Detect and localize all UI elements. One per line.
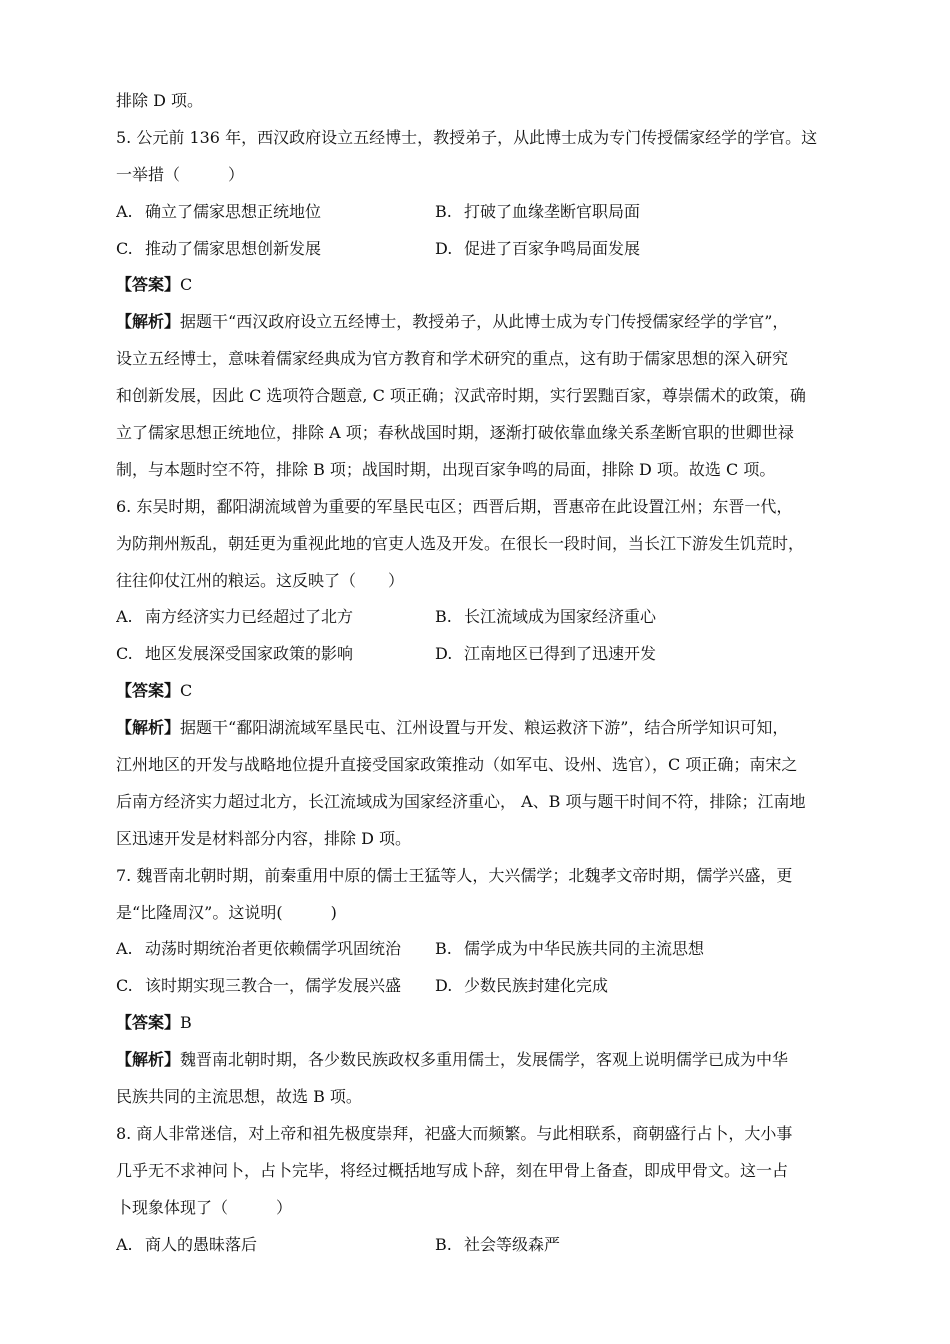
text-line: 制，与本题时空不符，排除 B 项；战国时期，出现百家争鸣的局面，排除 D 项。故选 C 项。 (116, 459, 776, 479)
answer-option (435, 934, 754, 971)
option-letter: C. (116, 976, 133, 996)
text-line: 排除 D 项。 (116, 91, 204, 110)
option-text: 商人的愚昧落后 (145, 1234, 258, 1254)
labeled-line (116, 307, 846, 344)
text-line: 江州地区的开发与战略地位提升直接受国家政策推动（如军屯、设州、选官），C 项正确；南宋之 (116, 755, 798, 775)
text-line: 立了儒家思想正统地位，排除 A 项；春秋战国时期，逐渐打破依靠血缘关系垄断官职的世卿世禄 (116, 423, 794, 443)
option-row (116, 971, 846, 1008)
text-line: 6. 东吴时期，鄱阳湖流域曾为重要的军垦民屯区；西晋后期，晋惠帝在此设置江州；东晋一代， (116, 496, 793, 516)
option-letter: A. (116, 939, 133, 959)
text-line: 为防荆州叛乱，朝廷更为重视此地的官吏人选及开发。在很长一段时间，当长江下游发生饥荒时， (116, 533, 805, 553)
text-line: 区迅速开发是材料部分内容，排除 D 项。 (116, 828, 412, 848)
option-row (116, 234, 846, 271)
option-text: 社会等级森严 (464, 1234, 561, 1254)
text-line: 和创新发展，因此 C 选项符合题意, C 项正确；汉武帝时期，实行罢黜百家，尊崇儒术的政策，确 (116, 386, 806, 406)
text-line: 设立五经博士，意味着儒家经典成为官方教育和学术研究的重点，这有助于儒家思想的深入研究 (116, 349, 789, 369)
answer-option (435, 639, 754, 676)
answer-option (116, 639, 435, 676)
section-tag: 【答案】 (116, 681, 181, 701)
text-line: 是“比隆周汉”。这说明( ) (116, 902, 337, 922)
section-tag: 【答案】 (116, 275, 181, 295)
option-text: 地区发展深受国家政策的影响 (145, 644, 354, 664)
section-tag: 【解析】 (116, 718, 181, 738)
answer-option (435, 1230, 754, 1267)
answer-option (116, 234, 435, 271)
answer-option (435, 234, 754, 271)
option-text: 南方经济实力已经超过了北方 (145, 607, 354, 627)
option-letter: B. (435, 201, 452, 221)
section-text: 据题干“鄱阳湖流域军垦民屯、江州设置与开发、粮运救济下游”，结合所学知识可知， (180, 718, 789, 738)
option-letter: A. (116, 201, 133, 221)
section-tag: 【答案】 (116, 1013, 181, 1033)
option-row (116, 1230, 846, 1267)
labeled-line (116, 676, 846, 713)
text-line: 5. 公元前 136 年，西汉政府设立五经博士，教授弟子，从此博士成为专门传授儒家经学的学官。这 (116, 127, 818, 147)
answer-option (116, 971, 435, 1008)
answer-option (116, 1230, 435, 1267)
option-letter: C. (116, 238, 133, 258)
answer-option (116, 197, 435, 234)
option-text: 少数民族封建化完成 (464, 976, 609, 996)
option-row (116, 934, 846, 971)
option-text: 确立了儒家思想正统地位 (145, 201, 322, 221)
option-letter: D. (435, 644, 453, 664)
option-letter: C. (116, 644, 133, 664)
answer-option (435, 197, 754, 234)
section-tag: 【解析】 (116, 1050, 181, 1070)
section-text: C (180, 275, 193, 295)
option-text: 动荡时期统治者更依赖儒学巩固统治 (145, 939, 402, 959)
text-line: 一举措（ ） (116, 164, 245, 184)
option-text: 推动了儒家思想创新发展 (145, 238, 322, 258)
labeled-line (116, 270, 846, 307)
option-text: 江南地区已得到了迅速开发 (464, 644, 657, 664)
text-line: 后南方经济实力超过北方，长江流域成为国家经济重心， A、B 项与题干时间不符，排除；江南地 (116, 791, 806, 811)
option-row (116, 197, 846, 234)
option-text: 长江流域成为国家经济重心 (464, 607, 657, 627)
labeled-line (116, 1045, 846, 1082)
text-line: 卜现象体现了（ ） (116, 1197, 293, 1217)
section-text: 魏晋南北朝时期，各少数民族政权多重用儒士，发展儒学，客观上说明儒学已成为中华 (180, 1050, 789, 1070)
answer-option (116, 602, 435, 639)
section-tag: 【解析】 (116, 312, 181, 332)
document-content (116, 86, 846, 1267)
labeled-line (116, 713, 846, 750)
text-line: 8. 商人非常迷信，对上帝和祖先极度崇拜，祀盛大而频繁。与此相联系，商朝盛行占卜，大小事 (116, 1123, 793, 1143)
option-text: 打破了血缘垄断官职局面 (464, 201, 641, 221)
option-letter: A. (116, 607, 133, 627)
section-text: C (180, 681, 193, 701)
section-text: 据题干“西汉政府设立五经博士，教授弟子，从此博士成为专门传授儒家经学的学官”， (180, 312, 789, 332)
option-letter: D. (435, 976, 453, 996)
option-row (116, 602, 846, 639)
text-line: 往往仰仗江州的粮运。这反映了（ ） (116, 570, 405, 590)
option-letter: B. (435, 939, 452, 959)
text-line: 民族共同的主流思想，故选 B 项。 (116, 1087, 362, 1107)
answer-option (116, 934, 435, 971)
option-text: 儒学成为中华民族共同的主流思想 (464, 939, 705, 959)
option-letter: B. (435, 1234, 452, 1254)
labeled-line (116, 1008, 846, 1045)
text-line: 7. 魏晋南北朝时期，前秦重用中原的儒士王猛等人，大兴儒学；北魏孝文帝时期，儒学兴盛，更 (116, 865, 793, 885)
option-letter: B. (435, 607, 452, 627)
option-letter: D. (435, 238, 453, 258)
answer-option (435, 971, 754, 1008)
text-line: 几乎无不求神问卜，占卜完毕，将经过概括地写成卜辞，刻在甲骨上备查，即成甲骨文。这一占 (116, 1160, 789, 1180)
option-row (116, 639, 846, 676)
section-text: B (180, 1013, 192, 1033)
option-letter: A. (116, 1234, 133, 1254)
option-text: 促进了百家争鸣局面发展 (464, 238, 641, 258)
answer-option (435, 602, 754, 639)
option-text: 该时期实现三教合一，儒学发展兴盛 (145, 976, 402, 996)
